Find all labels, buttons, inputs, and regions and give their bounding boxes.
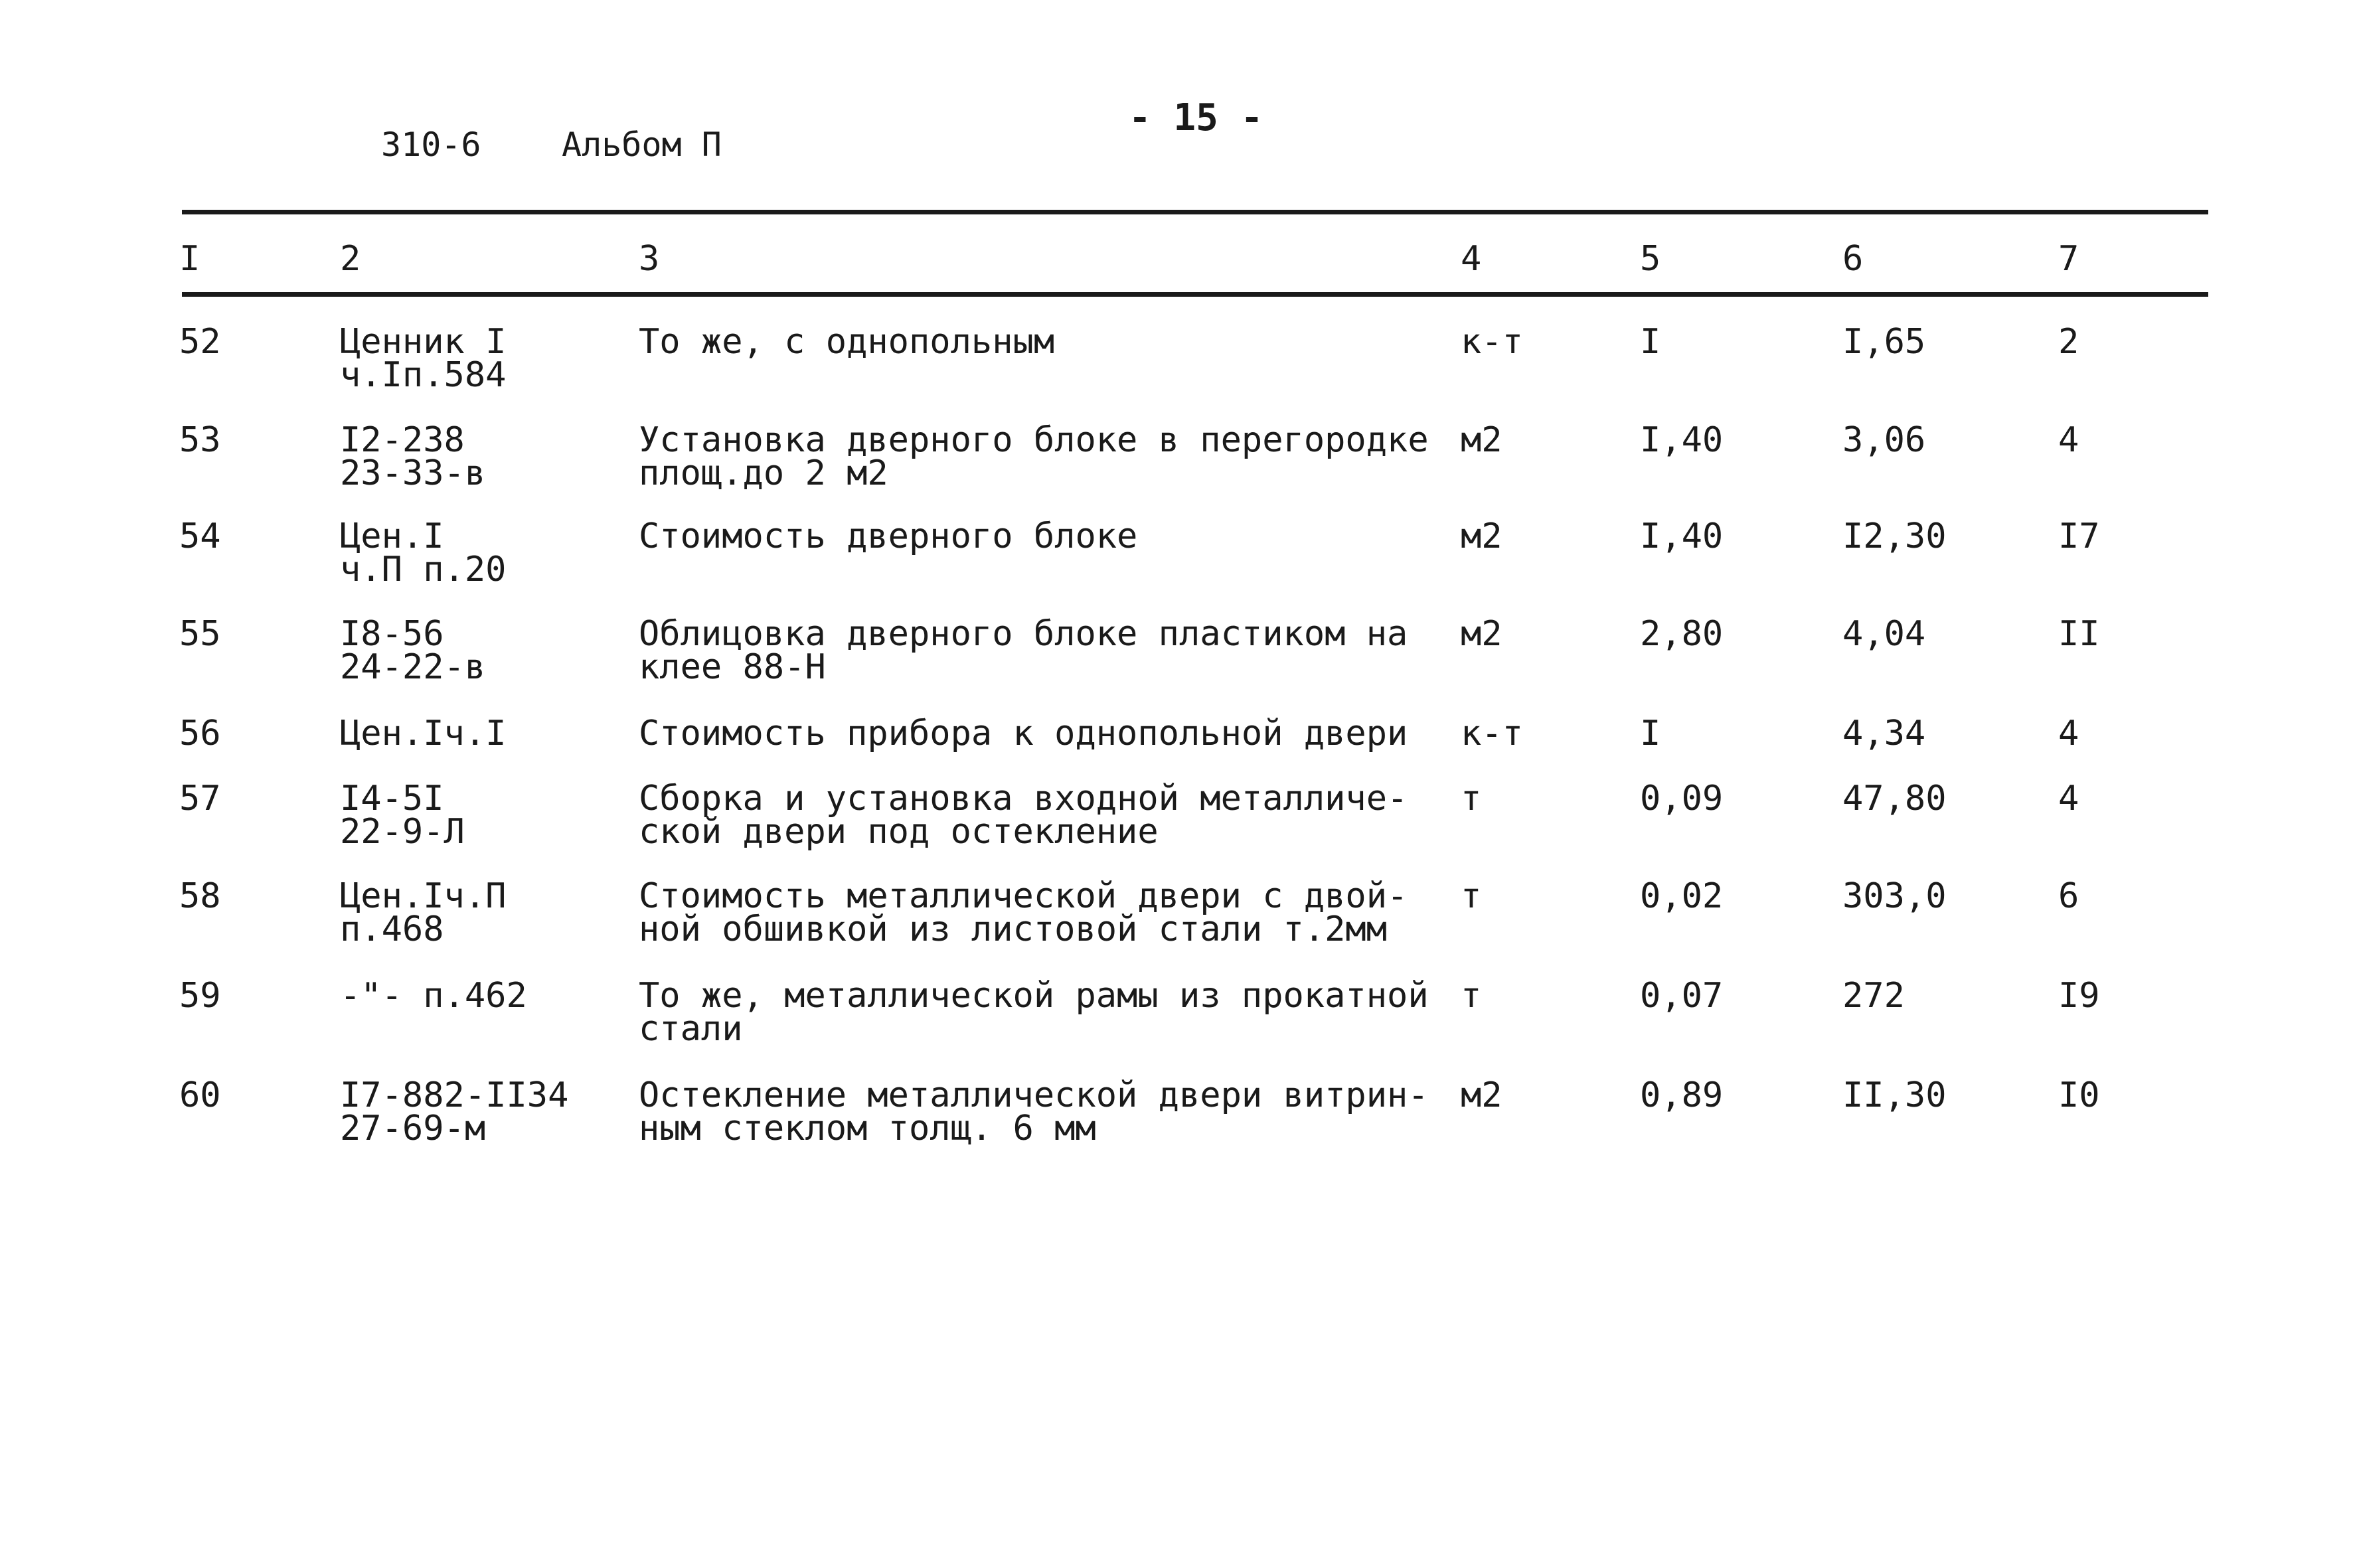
row-price: II,30 — [1842, 1075, 1947, 1115]
row-description: То же, с однопольным — [639, 322, 1055, 362]
row-quantity: 2,80 — [1640, 614, 1724, 654]
row-number: 57 — [179, 779, 221, 819]
row-unit: к-т — [1461, 322, 1523, 362]
row-total: 4 — [2058, 714, 2079, 753]
row-number: 60 — [179, 1075, 221, 1115]
row-code: Цен.Iч.П п.468 — [340, 876, 507, 949]
row-unit: т — [1461, 976, 1482, 1016]
row-number: 58 — [179, 876, 221, 916]
row-price: 303,0 — [1842, 876, 1947, 916]
row-total: 4 — [2058, 779, 2079, 819]
row-number: 54 — [179, 516, 221, 556]
row-unit: т — [1461, 876, 1482, 916]
row-number: 59 — [179, 976, 221, 1016]
row-code: I8-56 24-22-в — [340, 614, 486, 687]
column-header-2: 2 — [340, 239, 361, 279]
column-header-4: 4 — [1461, 239, 1482, 279]
row-description: Стоимость прибора к однопольной двери — [639, 714, 1408, 753]
row-description: То же, металлической рамы из прокатной стали — [639, 976, 1429, 1049]
row-unit: м2 — [1461, 420, 1502, 460]
row-total: I7 — [2058, 516, 2100, 556]
table-top-rule — [182, 210, 2208, 214]
row-unit: м2 — [1461, 516, 1502, 556]
column-header-7: 7 — [2058, 239, 2079, 279]
row-total: II — [2058, 614, 2100, 654]
row-unit: м2 — [1461, 614, 1502, 654]
document-code: 310-6 — [381, 125, 481, 164]
row-description: Остекление металлической двери витрин- ным стеклом толщ. 6 мм — [639, 1075, 1429, 1148]
row-quantity: 0,89 — [1640, 1075, 1724, 1115]
row-price: 4,34 — [1842, 714, 1926, 753]
page-number: - 15 - — [1129, 96, 1263, 139]
row-code: Цен.I ч.П п.20 — [340, 516, 507, 589]
column-header-3: 3 — [639, 239, 660, 279]
row-description: Сборка и установка входной металличе- ской двери под остекление — [639, 779, 1408, 852]
row-number: 52 — [179, 322, 221, 362]
row-quantity: I,40 — [1640, 420, 1724, 460]
row-quantity: I — [1640, 322, 1661, 362]
row-description: Стоимость металлической двери с двой- ной обшивкой из листовой стали т.2мм — [639, 876, 1408, 949]
row-total: I9 — [2058, 976, 2100, 1016]
row-total: I0 — [2058, 1075, 2100, 1115]
row-price: 4,04 — [1842, 614, 1926, 654]
row-description: Стоимость дверного блоке — [639, 516, 1138, 556]
column-header-1: I — [179, 239, 201, 279]
header-bottom-rule — [182, 292, 2208, 297]
row-description: Облицовка дверного блоке пластиком на клее 88-Н — [639, 614, 1408, 687]
row-quantity: 0,09 — [1640, 779, 1724, 819]
row-price: 272 — [1842, 976, 1905, 1016]
row-unit: м2 — [1461, 1075, 1502, 1115]
row-price: 3,06 — [1842, 420, 1926, 460]
row-code: -"- п.462 — [340, 976, 527, 1016]
row-number: 55 — [179, 614, 221, 654]
column-header-5: 5 — [1640, 239, 1661, 279]
row-quantity: I — [1640, 714, 1661, 753]
row-code: Ценник I ч.Iп.584 — [340, 322, 507, 395]
row-price: 47,80 — [1842, 779, 1947, 819]
row-code: Цен.Iч.I — [340, 714, 507, 753]
row-price: I,65 — [1842, 322, 1926, 362]
row-quantity: 0,02 — [1640, 876, 1724, 916]
album-label: Альбом П — [562, 125, 722, 164]
row-number: 53 — [179, 420, 221, 460]
row-quantity: I,40 — [1640, 516, 1724, 556]
row-code: I7-882-II34 27-69-м — [340, 1075, 569, 1148]
column-header-6: 6 — [1842, 239, 1864, 279]
row-unit: т — [1461, 779, 1482, 819]
row-quantity: 0,07 — [1640, 976, 1724, 1016]
row-code: I2-238 23-33-в — [340, 420, 486, 493]
row-code: I4-5I 22-9-Л — [340, 779, 465, 852]
row-total: 4 — [2058, 420, 2079, 460]
row-price: I2,30 — [1842, 516, 1947, 556]
row-unit: к-т — [1461, 714, 1523, 753]
row-number: 56 — [179, 714, 221, 753]
row-description: Установка дверного блоке в перегородке площ.до 2 м2 — [639, 420, 1429, 493]
row-total: 2 — [2058, 322, 2079, 362]
row-total: 6 — [2058, 876, 2079, 916]
